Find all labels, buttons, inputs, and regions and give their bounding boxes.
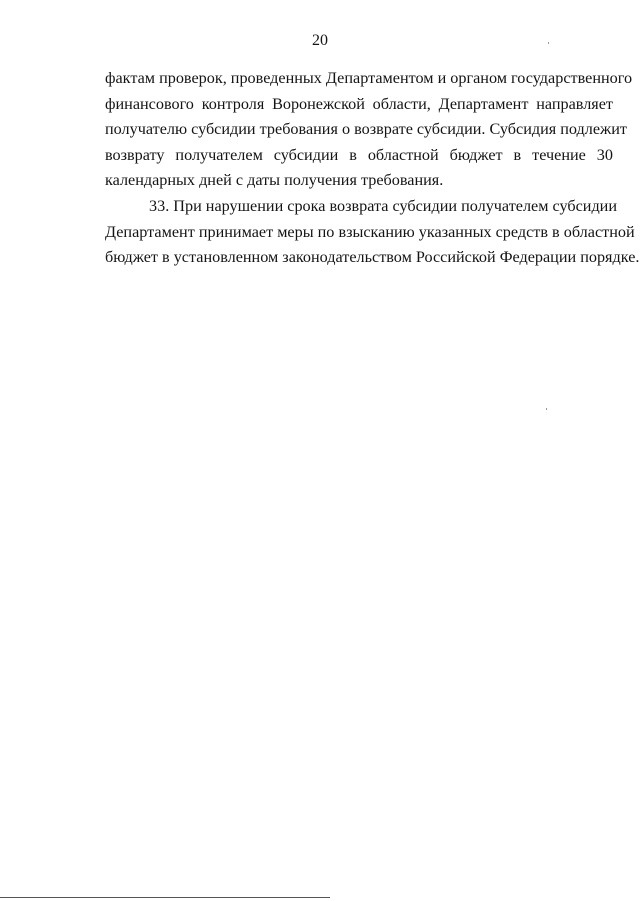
scan-speck xyxy=(548,42,549,44)
scan-speck xyxy=(546,408,547,410)
text-line: календарных дней с даты получения требования. xyxy=(105,171,444,190)
text-line: финансового контроля Воронежской области, Департамент направляет xyxy=(105,94,613,113)
page-number: 20 xyxy=(312,32,328,49)
text-line: возврату получателем субсидии в областной бюджет в течение 30 xyxy=(105,145,613,164)
text-line: Департамент принимает меры по взысканию указанных средств в областной xyxy=(105,222,635,241)
scan-edge-line xyxy=(0,897,330,898)
text-line: бюджет в установленном законодательством Российской Федерации порядке. xyxy=(105,248,640,267)
document-body xyxy=(105,66,640,271)
text-line: 33. При нарушении срока возврата субсидии получателем субсидии xyxy=(149,196,618,215)
text-line: фактам проверок, проведенных Департаментом и органом государственного xyxy=(105,69,633,87)
paragraph-continuation xyxy=(105,66,633,194)
text-line: получателю субсидии требования о возврате субсидии. Субсидия подлежит xyxy=(105,120,627,139)
paragraph-33 xyxy=(105,194,640,271)
